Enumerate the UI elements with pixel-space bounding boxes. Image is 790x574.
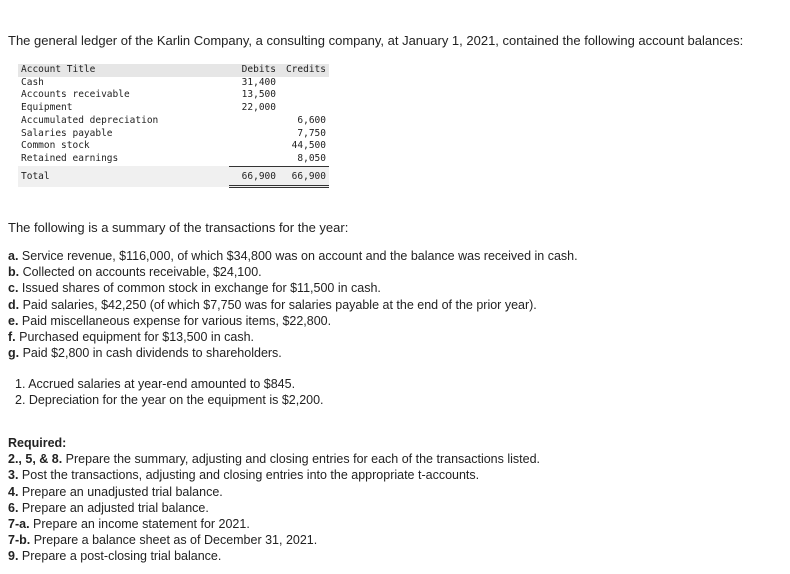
debit-value bbox=[229, 128, 279, 141]
transaction-text: Issued shares of common stock in exchange for $11,500 in cash. bbox=[18, 281, 381, 296]
adjustments-list bbox=[15, 377, 324, 408]
account-name: Common stock bbox=[21, 140, 90, 152]
transaction-key: e. bbox=[8, 313, 19, 328]
credit-value bbox=[279, 89, 329, 102]
required-key: 6. bbox=[8, 500, 19, 515]
transaction-text: Collected on accounts receivable, $24,100. bbox=[19, 265, 262, 280]
table-row bbox=[18, 77, 329, 90]
table-row bbox=[18, 140, 329, 153]
account-balances-table bbox=[18, 64, 329, 188]
required-key: 4. bbox=[8, 484, 19, 499]
required-section bbox=[8, 435, 540, 565]
required-key: 2., 5, & 8. bbox=[8, 452, 63, 467]
transaction-key: d. bbox=[8, 297, 20, 312]
credit-value: 44,500 bbox=[291, 140, 326, 152]
required-key: 7-a. bbox=[8, 517, 30, 532]
transaction-item bbox=[8, 248, 578, 264]
transaction-key: f. bbox=[8, 330, 16, 345]
table-row bbox=[18, 89, 329, 102]
debit-value bbox=[229, 140, 279, 153]
account-name: Equipment bbox=[21, 102, 73, 114]
transaction-text: Purchased equipment for $13,500 in cash. bbox=[15, 330, 254, 345]
debit-value bbox=[229, 153, 279, 166]
debit-value: 31,400 bbox=[241, 76, 276, 88]
header-credits: Credits bbox=[279, 64, 329, 77]
header-account-title: Account Title bbox=[18, 64, 229, 77]
credit-value: 7,750 bbox=[297, 127, 326, 139]
adjustment-item: 1. Accrued salaries at year-end amounted to $845. bbox=[15, 377, 296, 391]
debit-value: 22,000 bbox=[241, 102, 276, 114]
account-name: Accumulated depreciation bbox=[21, 114, 159, 126]
transactions-list bbox=[8, 248, 578, 361]
transaction-item bbox=[8, 345, 578, 361]
transaction-item bbox=[8, 329, 578, 345]
required-item bbox=[8, 548, 540, 564]
header-debits: Debits bbox=[229, 64, 279, 77]
account-name: Retained earnings bbox=[21, 153, 119, 165]
total-credit: 66,900 bbox=[279, 166, 329, 187]
transaction-item bbox=[8, 280, 578, 296]
credit-value bbox=[279, 77, 329, 90]
required-item bbox=[8, 484, 540, 500]
credit-value bbox=[279, 102, 329, 115]
credit-value: 6,600 bbox=[297, 114, 326, 126]
transaction-key: c. bbox=[8, 281, 19, 296]
debit-value bbox=[229, 115, 279, 128]
required-item bbox=[8, 467, 540, 483]
required-text: Prepare an income statement for 2021. bbox=[29, 517, 250, 532]
transaction-item bbox=[8, 297, 578, 313]
required-heading: Required: bbox=[8, 436, 67, 450]
required-text: Post the transactions, adjusting and closing entries into the appropriate t-accounts. bbox=[18, 468, 480, 483]
required-key: 7-b. bbox=[8, 533, 31, 548]
table-row bbox=[18, 128, 329, 141]
table-row bbox=[18, 153, 329, 166]
transaction-key: g. bbox=[8, 346, 20, 361]
required-key: 3. bbox=[8, 468, 19, 483]
total-debit: 66,900 bbox=[229, 166, 279, 187]
transaction-text: Service revenue, $116,000, of which $34,800 was on account and the balance was received in cash. bbox=[18, 249, 578, 263]
debit-value: 13,500 bbox=[241, 89, 276, 101]
intro-text: The general ledger of the Karlin Company, a consulting company, at January 1, 2021, contained the following account balances: bbox=[8, 33, 744, 48]
transaction-item bbox=[8, 313, 578, 329]
total-row bbox=[18, 166, 329, 187]
account-name: Accounts receivable bbox=[21, 89, 130, 101]
account-name: Salaries payable bbox=[21, 127, 113, 139]
transaction-text: Paid salaries, $42,250 (of which $7,750 was for salaries payable at the end of the prior year). bbox=[19, 297, 537, 312]
transaction-text: Paid miscellaneous expense for various items, $22,800. bbox=[18, 313, 332, 328]
required-item bbox=[8, 451, 540, 467]
required-text: Prepare an adjusted trial balance. bbox=[18, 500, 209, 515]
account-name: Cash bbox=[21, 76, 44, 88]
table-row bbox=[18, 102, 329, 115]
transaction-item bbox=[8, 264, 578, 280]
required-item bbox=[8, 516, 540, 532]
transaction-text: Paid $2,800 in cash dividends to shareholders. bbox=[19, 346, 282, 361]
credit-value: 8,050 bbox=[279, 153, 329, 166]
required-item bbox=[8, 500, 540, 516]
table-header-row bbox=[18, 64, 329, 77]
table-row bbox=[18, 115, 329, 128]
total-label: Total bbox=[18, 166, 229, 187]
required-text: Prepare the summary, adjusting and closing entries for each of the transactions listed. bbox=[62, 452, 540, 467]
adjustment-item: 2. Depreciation for the year on the equipment is $2,200. bbox=[15, 392, 324, 407]
required-key: 9. bbox=[8, 549, 19, 564]
transaction-key: a. bbox=[8, 249, 19, 263]
required-text: Prepare an unadjusted trial balance. bbox=[18, 484, 223, 499]
required-item bbox=[8, 532, 540, 548]
summary-intro: The following is a summary of the transactions for the year: bbox=[8, 220, 349, 235]
required-text: Prepare a balance sheet as of December 31, 2021. bbox=[30, 533, 318, 548]
required-text: Prepare a post-closing trial balance. bbox=[18, 549, 222, 564]
transaction-key: b. bbox=[8, 265, 20, 280]
